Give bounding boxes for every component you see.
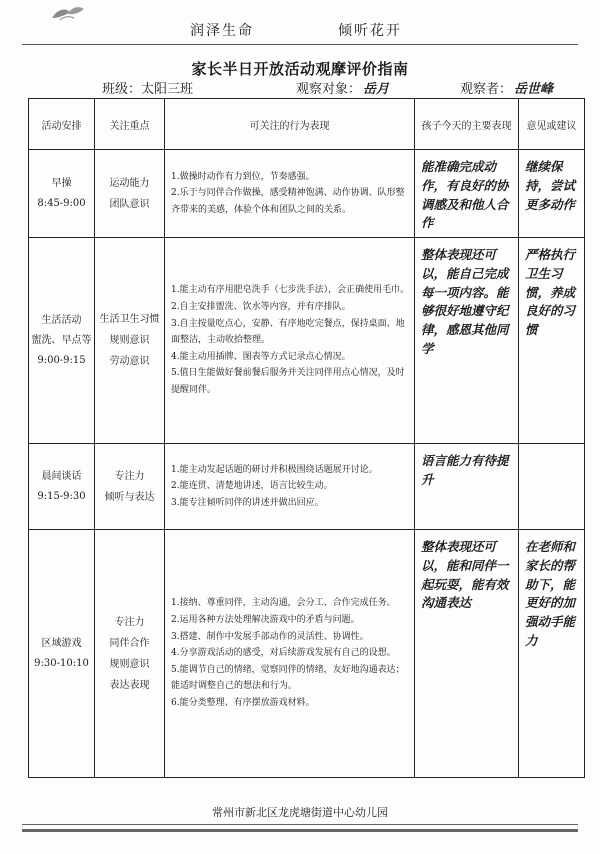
header-child-performance: 孩子今天的主要表现	[415, 99, 519, 150]
header-divider	[22, 44, 578, 45]
activity-cell	[29, 150, 95, 238]
focus-item: 专注力	[114, 470, 145, 482]
advice-text: 继续保持，尝试更多动作	[525, 159, 576, 212]
behavior-cell	[165, 150, 415, 238]
behavior-item: 1.能主动有序用肥皂洗手（七步洗手法），会正确使用毛巾。	[171, 285, 410, 296]
activity-name: 晨间谈话	[41, 470, 82, 482]
behavior-item: 3.能专注倾听同伴的讲述并做出回应。	[171, 497, 324, 508]
child-performance-text: 整体表现还可以，能和同伴一起玩耍，能有效沟通表达	[421, 539, 509, 611]
header-behavior: 可关注的行为表现	[165, 99, 415, 150]
focus-item: 生活卫生习惯	[99, 314, 160, 325]
focus-item: 运动能力	[109, 177, 150, 189]
child-performance-text: 能准确完成动作，有良好的协调感及和他人合作	[421, 159, 509, 231]
subject-value: 岳月	[363, 82, 390, 97]
advice-cell	[519, 238, 585, 444]
focus-item: 表达表现	[109, 679, 150, 691]
behavior-cell	[165, 238, 415, 444]
subject-label: 观察对象：	[296, 82, 362, 97]
child-performance-text: 整体表现还可以，能自己完成每一项内容。能够很好地遵守纪律，感恩其他同学	[421, 247, 509, 356]
activity-name: 早操	[51, 177, 72, 189]
focus-item: 专注力	[114, 616, 145, 628]
header-activity: 活动安排	[29, 99, 95, 150]
activity-time: 8:45-9:00	[37, 197, 86, 209]
footer-school-name: 常州市新北区龙虎塘街道中心幼儿园	[212, 806, 388, 819]
table-row	[29, 150, 585, 238]
focus-item: 团队意识	[109, 198, 150, 210]
motto-right: 倾听花开	[338, 23, 402, 39]
focus-cell	[95, 444, 165, 530]
observer-field	[460, 78, 553, 97]
activity-name: 区域游戏	[41, 637, 82, 649]
behavior-cell	[165, 530, 415, 778]
focus-item: 同伴合作	[109, 637, 150, 649]
motto-left: 润泽生命	[190, 23, 254, 39]
advice-cell	[519, 444, 585, 530]
focus-item: 规则意识	[109, 658, 150, 670]
page-title: 家长半日开放活动观摩评价指南	[191, 60, 409, 78]
child-performance-cell	[415, 530, 519, 778]
header-motto	[0, 20, 600, 42]
table-row	[29, 530, 585, 778]
behavior-cell	[165, 444, 415, 530]
behavior-item: 4.分享游戏活动的感受，对后续游戏发展有自己的设想。	[171, 648, 396, 659]
header-advice: 意见或建议	[519, 99, 585, 150]
activity-cell	[29, 444, 95, 530]
behavior-item: 3.搭建、制作中发展手部动作的灵活性、协调性。	[171, 631, 369, 642]
behavior-item: 2.自主安排盥洗、饮水等内容，并有序排队。	[171, 301, 351, 312]
child-performance-cell	[415, 150, 519, 238]
focus-item: 规则意识	[109, 335, 150, 346]
advice-cell	[519, 530, 585, 778]
class-label: 班级：	[102, 82, 142, 97]
behavior-item: 2.运用各种方法处理解决游戏中的矛盾与问题。	[171, 614, 360, 625]
subject-field	[296, 78, 389, 97]
activity-time: 9:15-9:30	[37, 490, 86, 502]
table-row	[29, 238, 585, 444]
header-focus: 关注重点	[95, 99, 165, 150]
focus-item: 劳动意识	[109, 356, 150, 367]
activity-name: 生活活动	[41, 314, 82, 326]
behavior-item: 2.能连贯、清楚地讲述，语言比较生动。	[171, 481, 333, 492]
advice-text: 严格执行卫生习惯，养成良好的习惯	[525, 247, 576, 337]
advice-text: 在老师和家长的帮助下，能更好的加强动手能力	[525, 539, 576, 648]
child-performance-cell	[415, 444, 519, 530]
observer-value: 岳世峰	[514, 82, 554, 97]
evaluation-table	[28, 98, 585, 778]
table-row	[29, 444, 585, 530]
activity-detail: 盥洗、早点等	[31, 334, 92, 346]
advice-cell	[519, 150, 585, 238]
activity-cell	[29, 530, 95, 778]
child-performance-cell	[415, 238, 519, 444]
activity-time: 9:00-9:15	[37, 354, 86, 366]
behavior-item: 4.能主动用插牌、图表等方式记录点心情况。	[171, 351, 351, 362]
behavior-item: 1.接纳、尊重同伴，主动沟通，会分工、合作完成任务。	[171, 598, 396, 609]
footer-bar	[22, 829, 578, 832]
activity-time: 9:30-10:10	[34, 657, 89, 669]
observer-label: 观察者：	[460, 82, 513, 97]
behavior-item: 5.值日生能做好餐前餐后服务并关注同伴用点心情况，及时提醒同伴。	[171, 368, 405, 396]
behavior-item: 3.自主按量吃点心，安静、有序地吃完餐点，保持桌面、地面整洁，主动收拾整理。	[171, 318, 405, 346]
focus-cell	[95, 530, 165, 778]
table-header-row	[29, 99, 585, 150]
behavior-item: 2.乐于与同伴合作做操，感受精神饱满、动作协调、队形整齐带来的美感，体验个体和团队之间的关系。	[171, 188, 405, 215]
focus-cell	[95, 238, 165, 444]
class-value: 太阳三班	[141, 82, 194, 97]
class-field	[102, 78, 193, 97]
activity-cell	[29, 238, 95, 444]
footer-divider	[22, 824, 578, 825]
focus-item: 倾听与表达	[104, 491, 155, 503]
focus-cell	[95, 150, 165, 238]
behavior-item: 1.能主动发起话题的研讨并积极围绕话题展开讨论。	[171, 464, 378, 475]
behavior-item: 1.做操时动作有力到位，节奏感强。	[171, 171, 315, 182]
behavior-item: 6.能分类整理、有序摆放游戏材料。	[171, 698, 315, 709]
child-performance-text: 语言能力有待提升	[421, 453, 509, 487]
behavior-item: 5.能调节自己的情绪，觉察同伴的情绪，友好地沟通表达；能适时调整自己的想法和行为。	[171, 664, 405, 692]
